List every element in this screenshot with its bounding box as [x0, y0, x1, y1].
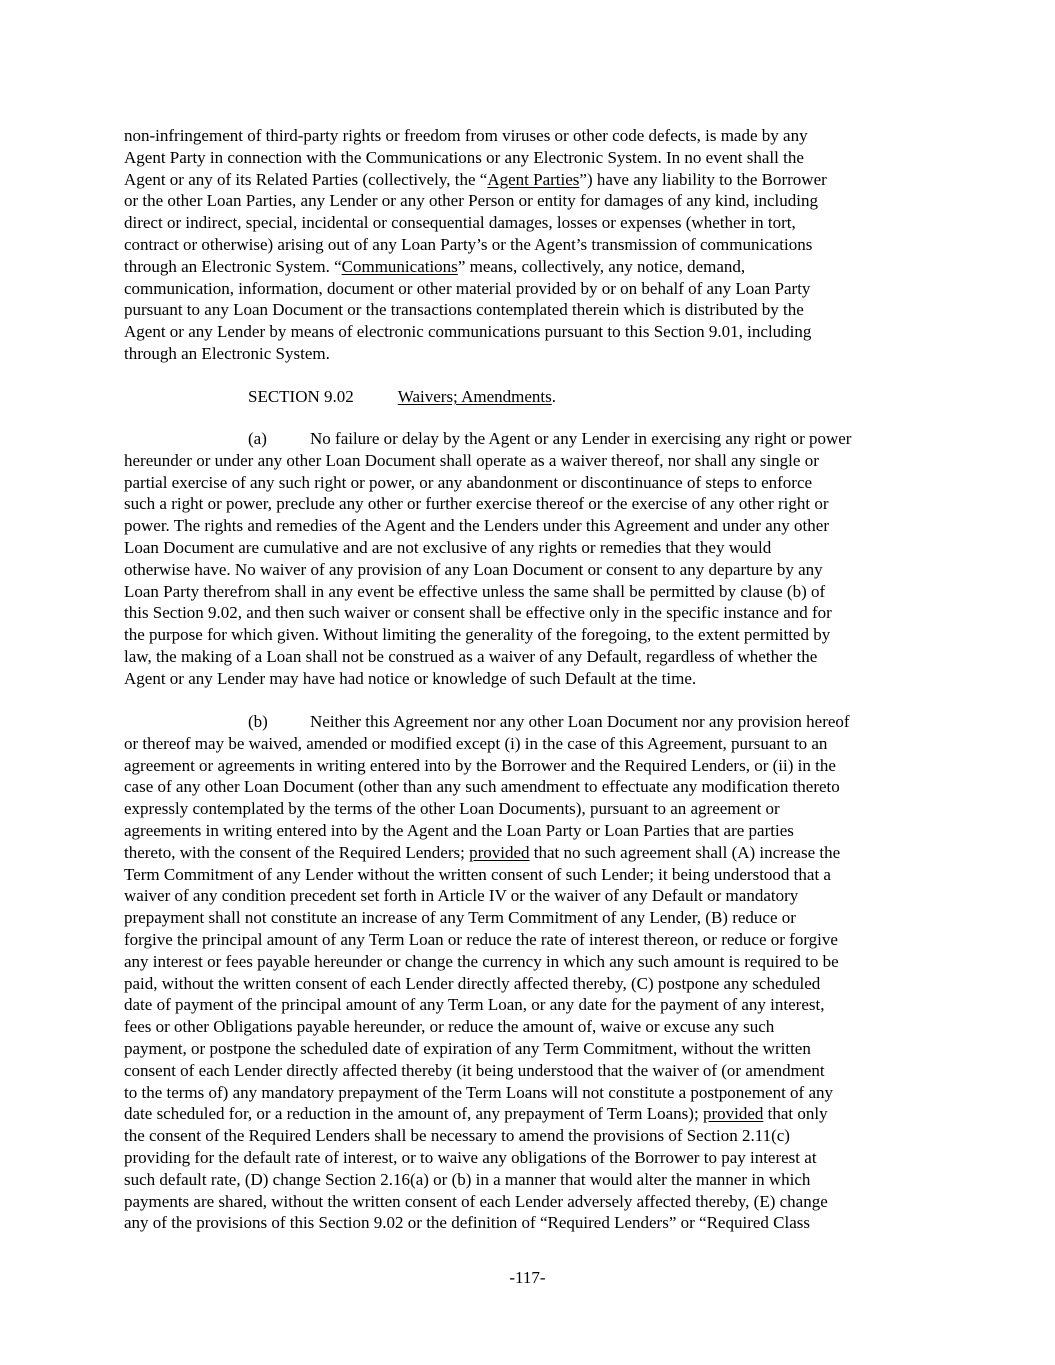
- section-heading-line: [124, 386, 924, 408]
- text-run: ”) have any liability to the Borrower: [579, 169, 827, 189]
- text-run: thereto, with the consent of the Required Lenders;: [124, 842, 470, 862]
- text-run: ” means, collectively, any notice, demand,: [457, 256, 746, 276]
- text-line: non-infringement of third-party rights or freedom from viruses or other code defects, is made by any: [124, 126, 808, 145]
- section-heading: [124, 386, 924, 408]
- paragraph-b: [124, 711, 924, 1234]
- text-line: date of payment of the principal amount of any Term Loan, or any date for the payment of any interest,: [124, 995, 825, 1015]
- text-line: payment, or postpone the scheduled date of expiration of any Term Commitment, without the written: [124, 1038, 811, 1058]
- text-line: Agent or any Lender may have had notice or knowledge of such Default at the time.: [124, 668, 697, 688]
- text-line: Term Commitment of any Lender without the written consent of such Lender; it being understood that a: [124, 864, 831, 884]
- text-line: to the terms of) any mandatory prepayment of the Term Loans will not constitute a postponement of any: [124, 1082, 834, 1102]
- text-line: [124, 169, 924, 191]
- text-line: providing for the default rate of interest, or to waive any obligations of the Borrower to pay interest at: [124, 1147, 817, 1167]
- section-number: SECTION 9.02: [248, 387, 354, 406]
- clause-label-a: (a): [248, 429, 267, 448]
- text-line: agreements in writing entered into by the Agent and the Loan Party or Loan Parties that are parties: [124, 820, 794, 840]
- text-line: the purpose for which given. Without limiting the generality of the foregoing, to the extent permitted by: [124, 625, 831, 645]
- text-line: consent of each Lender directly affected thereby (it being understood that the waiver of (or amendment: [124, 1060, 825, 1080]
- section-title-period: .: [551, 387, 556, 406]
- text-line: [124, 711, 924, 733]
- text-line: any of the provisions of this Section 9.02 or the definition of “Required Lenders” or “Required Class: [124, 1213, 810, 1233]
- term-provided: provided: [702, 1104, 764, 1124]
- text-run: that no such agreement shall (A) increase the: [529, 842, 841, 862]
- text-line: Loan Document are cumulative and are not exclusive of any rights or remedies that they would: [124, 537, 772, 557]
- page-number: -117-: [509, 1268, 546, 1287]
- text-line: Agent Party in connection with the Communications or any Electronic System. In no event shall the: [124, 147, 804, 167]
- term-provided: provided: [469, 842, 530, 862]
- text-line: agreement or agreements in writing entered into by the Borrower and the Required Lenders, or (ii) in the: [124, 755, 836, 775]
- text-line: the consent of the Required Lenders shall be necessary to amend the provisions of Section 2.11(c): [124, 1126, 790, 1146]
- paragraph-a: [124, 428, 924, 690]
- text-line: hereunder or under any other Loan Document shall operate as a waiver thereof, nor shall any single or: [124, 450, 819, 470]
- text-line: otherwise have. No waiver of any provision of any Loan Document or consent to any departure by any: [124, 559, 823, 579]
- text-line: communication, information, document or other material provided by or on behalf of any Loan Party: [124, 278, 811, 298]
- defined-term-communications: Communications: [341, 256, 458, 276]
- text-line: any interest or fees payable hereunder or change the currency in which any such amount is required to be: [124, 951, 839, 971]
- text-line: Loan Party therefrom shall in any event be effective unless the same shall be permitted by clause (b) of: [124, 581, 826, 601]
- text-run: that only: [763, 1104, 828, 1124]
- text-run: Neither this Agreement nor any other Loan Document nor any provision hereof: [310, 712, 850, 731]
- text-run: date scheduled for, or a reduction in the amount of, any prepayment of Term Loans);: [124, 1104, 703, 1124]
- text-line: law, the making of a Loan shall not be construed as a waiver of any Default, regardless of whether the: [124, 646, 818, 666]
- text-line: paid, without the written consent of each Lender directly affected thereby, (C) postpone any scheduled: [124, 973, 821, 993]
- text-line: pursuant to any Loan Document or the transactions contemplated therein which is distributed by the: [124, 300, 804, 320]
- text-line: power. The rights and remedies of the Agent and the Lenders under this Agreement and under any other: [124, 516, 829, 536]
- text-line: fees or other Obligations payable hereunder, or reduce the amount of, waive or excuse any such: [124, 1017, 775, 1037]
- text-line: direct or indirect, special, incidental or consequential damages, losses or expenses (whether in tort,: [124, 213, 796, 233]
- text-line: prepayment shall not constitute an increase of any Term Commitment of any Lender, (B) reduce or: [124, 908, 796, 928]
- text-line: [124, 842, 924, 864]
- text-line: payments are shared, without the written consent of each Lender adversely affected thereby, (E) change: [124, 1191, 828, 1211]
- text-line: through an Electronic System.: [124, 343, 330, 363]
- text-line: contract or otherwise) arising out of any Loan Party’s or the Agent’s transmission of communications: [124, 234, 813, 254]
- text-line: [124, 428, 924, 450]
- text-line: or thereof may be waived, amended or modified except (i) in the case of this Agreement, pursuant to an: [124, 733, 828, 753]
- text-line: such default rate, (D) change Section 2.16(a) or (b) in a manner that would alter the manner in which: [124, 1169, 811, 1189]
- text-line: Agent or any Lender by means of electronic communications pursuant to this Section 9.01, including: [124, 322, 812, 342]
- text-run: through an Electronic System. “: [124, 256, 342, 276]
- text-line: forgive the principal amount of any Term Loan or reduce the rate of interest thereon, or reduce or forgive: [124, 929, 838, 949]
- text-line: partial exercise of any such right or power, or any abandonment or discontinuance of steps to enforce: [124, 472, 813, 492]
- section-title: Waivers; Amendments: [397, 387, 552, 406]
- paragraph-electronic-communications: [124, 125, 924, 365]
- text-line: such a right or power, preclude any other or further exercise thereof or the exercise of any other right or: [124, 494, 829, 514]
- text-line: expressly contemplated by the terms of the other Loan Documents), pursuant to an agreement or: [124, 799, 780, 819]
- text-line: or the other Loan Parties, any Lender or any other Person or entity for damages of any kind, including: [124, 191, 818, 211]
- text-run: Agent or any of its Related Parties (collectively, the “: [124, 169, 488, 189]
- clause-label-b: (b): [248, 712, 268, 731]
- text-run: No failure or delay by the Agent or any Lender in exercising any right or power: [310, 429, 852, 448]
- text-line: this Section 9.02, and then such waiver or consent shall be effective only in the specific instance and for: [124, 603, 832, 623]
- text-line: [124, 1103, 924, 1125]
- text-line: waiver of any condition precedent set forth in Article IV or the waiver of any Default or mandatory: [124, 886, 799, 906]
- text-line: [124, 256, 924, 278]
- text-line: case of any other Loan Document (other than any such amendment to effectuate any modification thereto: [124, 777, 840, 797]
- defined-term-agent-parties: Agent Parties: [487, 169, 580, 189]
